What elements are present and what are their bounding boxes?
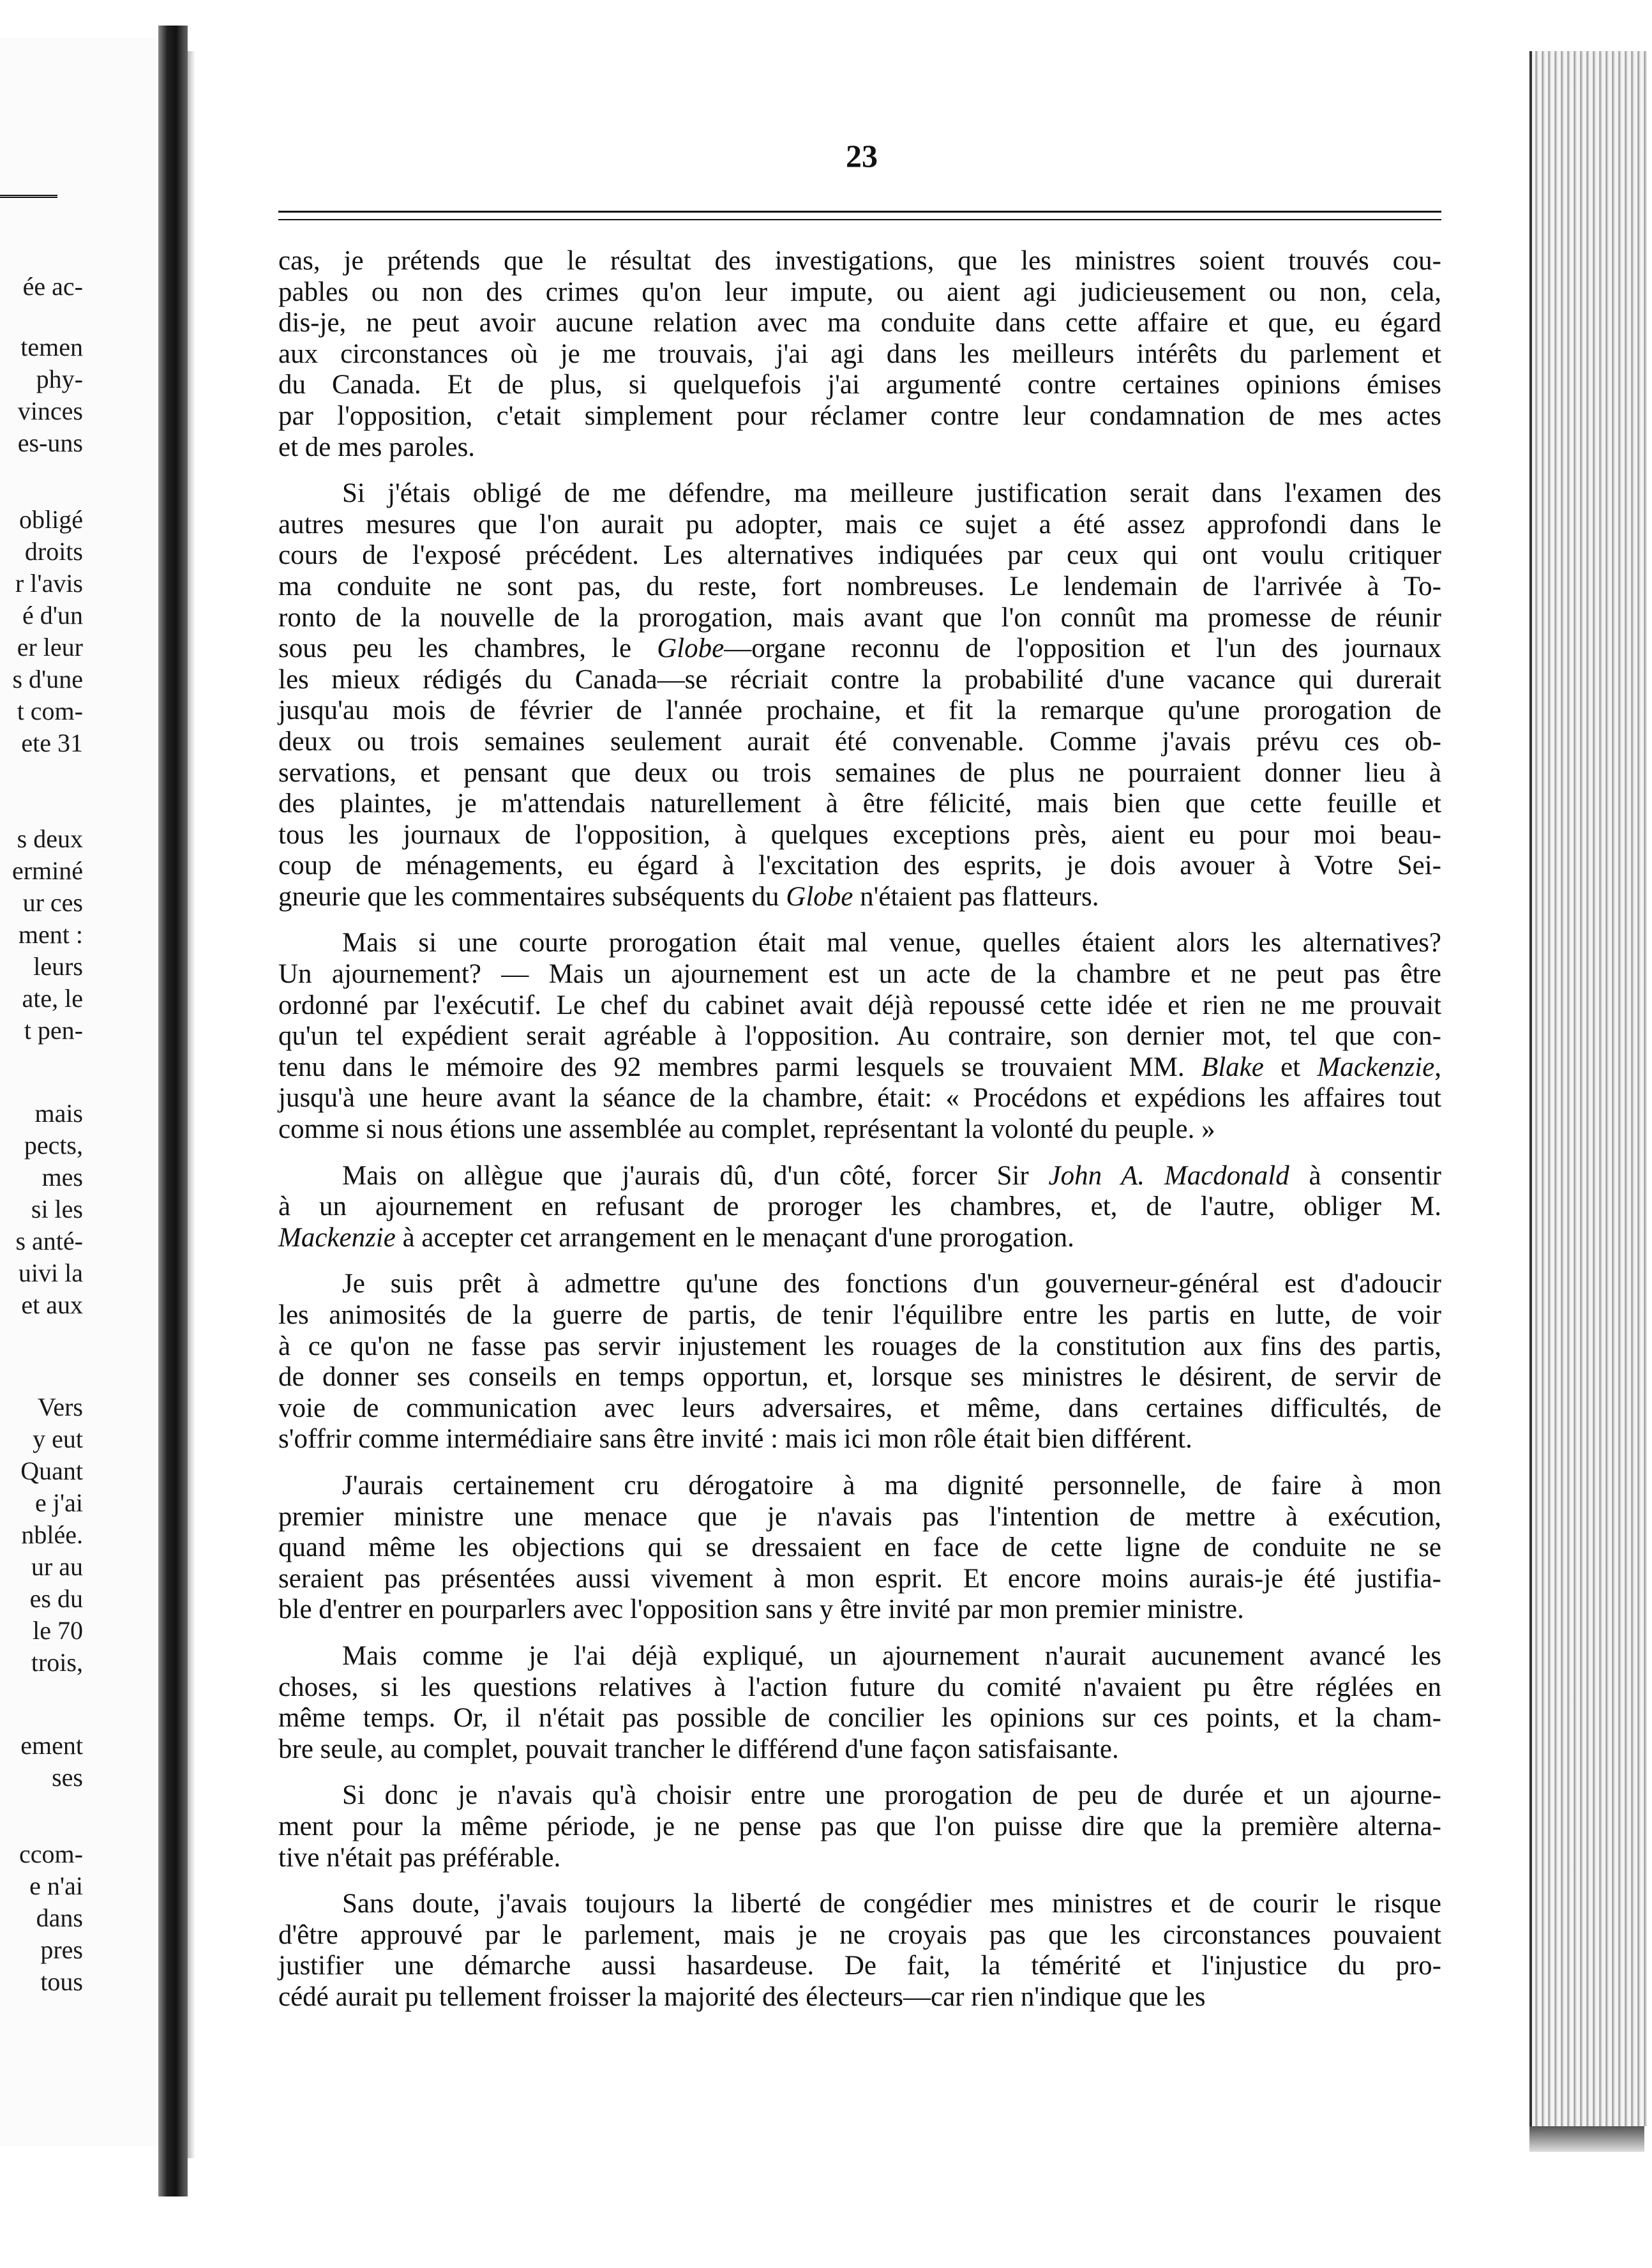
text-line: ma conduite ne sont pas, du reste, fort nombreuses. Le lendemain de l'arrivée à To- xyxy=(278,571,1441,601)
text-line: Je suis prêt à admettre qu'une des fonctions d'un gouverneur-général est d'adoucir xyxy=(342,1269,1441,1299)
text-line: les animosités de la guerre de partis, de tenir l'équilibre entre les partis en lutte, de voir xyxy=(278,1300,1441,1330)
facing-page-line: leurs xyxy=(33,952,83,981)
text-line: même temps. Or, il n'était pas possible de concilier les opinions sur ces points, et la cham- xyxy=(278,1703,1441,1734)
text-line: ronto de la nouvelle de la prorogation, mais avant que l'on connût ma promesse de réunir xyxy=(278,602,1441,633)
book-gutter xyxy=(158,26,188,2196)
text-line: Mackenzie à accepter cet arrangement en le menaçant d'une prorogation. xyxy=(278,1222,1074,1253)
text-line: et de mes paroles. xyxy=(278,432,476,462)
paragraph xyxy=(278,1780,1441,1873)
facing-page-line: ete 31 xyxy=(21,729,83,757)
text-line: gneurie que les commentaires subséquents du Globe n'étaient pas flatteurs. xyxy=(278,881,1099,912)
paragraph xyxy=(278,246,1441,463)
text-line: du Canada. Et de plus, si quelquefois j'ai argumenté contre certaines opinions émises xyxy=(278,370,1441,400)
text-line: jusqu'au mois de février de l'année prochaine, et fit la remarque qu'une prorogation de xyxy=(278,695,1441,726)
text-line: dis-je, ne peut avoir aucune relation avec ma conduite dans cette affaire et que, eu égard xyxy=(278,308,1441,338)
text-line: seraient pas présentées aussi vivement à mon esprit. Et encore moins aurais-je été justifia- xyxy=(278,1563,1441,1594)
paragraph xyxy=(278,1641,1441,1765)
paragraph xyxy=(278,1269,1441,1455)
facing-page-line: et aux xyxy=(21,1290,83,1319)
facing-page-line: es-uns xyxy=(17,428,83,457)
text-line: choses, si les questions relatives à l'action future du comité n'avaient pu être réglées en xyxy=(278,1672,1441,1702)
text-line: servations, et pensant que deux ou trois semaines de plus ne pourraient donner lieu à xyxy=(278,757,1441,788)
text-line: les mieux rédigés du Canada—se récriait contre la probabilité d'une vacance qui durerait xyxy=(278,664,1441,695)
text-line: pables ou non des crimes qu'on leur impute, ou aient agi judicieusement ou non, cela, xyxy=(278,276,1441,307)
facing-page-line: dans xyxy=(36,1903,83,1932)
facing-page-line: ur ces xyxy=(22,888,83,917)
header-rule xyxy=(278,211,1441,220)
text-line: coup de ménagements, eu égard à l'excitation des esprits, je dois avouer à Votre Sei- xyxy=(278,850,1441,881)
text-line: à ce qu'on ne fasse pas servir injustement les rouages de la constitution aux fins des partis, xyxy=(278,1331,1441,1361)
facing-page-line: Vers xyxy=(37,1393,83,1421)
text-line: jusqu'à une heure avant la séance de la chambre, était: « Procédons et expédions les affaires tout xyxy=(278,1083,1441,1114)
text-line: sous peu les chambres, le Globe—organe reconnu de l'opposition et l'un des journaux xyxy=(278,633,1441,664)
text-line: comme si nous étions une assemblée au complet, représentant la volonté du peuple. » xyxy=(278,1114,1215,1145)
body-text xyxy=(278,246,1441,2028)
facing-page-rule xyxy=(0,195,57,198)
text-line: des plaintes, je m'attendais naturellement à être félicité, mais bien que cette feuille et xyxy=(278,789,1441,819)
gutter-shadow xyxy=(188,51,195,2158)
paragraph xyxy=(278,1161,1441,1254)
facing-page-line: r l'avis xyxy=(15,569,83,598)
facing-page-line: droits xyxy=(24,537,83,566)
facing-page-line: é d'un xyxy=(22,601,83,630)
paragraph xyxy=(278,478,1441,912)
text-line: d'être approuvé par le parlement, mais je ne croyais pas que les circonstances pouvaient xyxy=(278,1919,1441,1950)
paragraph xyxy=(278,1470,1441,1626)
facing-page-line: e n'ai xyxy=(29,1871,83,1900)
text-line: Un ajournement? — Mais un ajournement est un acte de la chambre et ne peut pas être xyxy=(278,959,1441,990)
text-line: qu'un tel expédient serait agréable à l'opposition. Au contraire, son dernier mot, tel que con- xyxy=(278,1021,1441,1052)
facing-page-line: uivi la xyxy=(18,1259,83,1287)
text-line: autres mesures que l'on aurait pu adopter, mais ce sujet a été assez approfondi dans le xyxy=(278,509,1441,540)
facing-page-line: phy- xyxy=(36,365,83,393)
page-edges xyxy=(1529,51,1647,2126)
facing-page-line: s anté- xyxy=(15,1227,83,1255)
text-line: premier ministre une menace que je n'avais pas l'intention de mettre à exécution, xyxy=(278,1501,1441,1532)
facing-page-line: temen xyxy=(20,333,83,361)
text-line: tenu dans le mémoire des 92 membres parmi lesquels se trouvaient MM. Blake et Mackenzie, xyxy=(278,1052,1441,1082)
facing-page-line: erminé xyxy=(11,856,83,885)
text-line: ble d'entrer en pourparlers avec l'opposition sans y être invité par mon premier ministre. xyxy=(278,1594,1244,1625)
text-line: J'aurais certainement cru dérogatoire à ma dignité personnelle, de faire à mon xyxy=(342,1470,1441,1501)
paragraph xyxy=(278,1889,1441,2013)
facing-page-line: si les xyxy=(31,1195,83,1223)
facing-page-line: ment : xyxy=(18,920,83,949)
text-line: justifier une démarche aussi hasardeuse. De fait, la témérité et l'injustice du pro- xyxy=(278,1951,1441,1981)
facing-page-line: e j'ai xyxy=(35,1488,83,1517)
text-line: Si donc je n'avais qu'à choisir entre une prorogation de peu de durée et un ajourne- xyxy=(342,1780,1441,1811)
page-edges-shadow xyxy=(1529,2126,1644,2152)
paragraph xyxy=(278,928,1441,1145)
text-line: Si j'étais obligé de me défendre, ma meilleure justification serait dans l'examen des xyxy=(342,478,1441,509)
facing-page-line: obligé xyxy=(19,505,83,534)
text-line: de donner ses conseils en temps opportun, et, lorsque ses ministres le désirent, de servir de xyxy=(278,1362,1441,1393)
text-line: par l'opposition, c'etait simplement pour réclamer contre leur condamnation de mes actes xyxy=(278,400,1441,431)
facing-page-line: ement xyxy=(20,1731,83,1760)
text-line: Mais on allègue que j'aurais dû, d'un côté, forcer Sir John A. Macdonald à consentir xyxy=(342,1160,1441,1191)
text-line: bre seule, au complet, pouvait trancher le différend d'une façon satisfaisante. xyxy=(278,1734,1119,1764)
text-line: voie de communication avec leurs adversaires, et même, dans certaines difficultés, de xyxy=(278,1393,1441,1423)
facing-page-line: mes xyxy=(41,1163,83,1191)
facing-page-line: vinces xyxy=(17,397,83,425)
facing-page-line: y eut xyxy=(33,1425,83,1453)
page-number: 23 xyxy=(846,138,878,174)
text-line: ordonné par l'exécutif. Le chef du cabinet avait déjà repoussé cette idée et rien ne me prouvait xyxy=(278,990,1441,1020)
facing-page-line: trois, xyxy=(31,1648,83,1677)
text-line: tive n'était pas préférable. xyxy=(278,1842,561,1873)
facing-page-line: nblée. xyxy=(21,1520,83,1549)
text-line: cédé aurait pu tellement froisser la majorité des électeurs—car rien n'indique que les xyxy=(278,1981,1206,2012)
text-line: Mais comme je l'ai déjà expliqué, un ajournement n'aurait aucunement avancé les xyxy=(342,1640,1441,1671)
facing-page-line: t com- xyxy=(17,697,83,725)
text-line: cours de l'exposé précédent. Les alternatives indiquées par ceux qui ont voulu critiquer xyxy=(278,540,1441,571)
facing-page-line: t pen- xyxy=(24,1016,83,1045)
facing-page-line: s d'une xyxy=(12,665,83,693)
text-line: à un ajournement en refusant de proroger les chambres, et, de l'autre, obliger M. xyxy=(278,1191,1441,1222)
facing-page-line: pres xyxy=(40,1935,83,1964)
facing-page-line: er leur xyxy=(17,633,83,662)
facing-page-line: es du xyxy=(29,1584,83,1613)
text-line: tous les journaux de l'opposition, à quelques exceptions près, aient eu pour moi beau- xyxy=(278,819,1441,850)
facing-page-line: tous xyxy=(40,1967,83,1996)
text-line: deux ou trois semaines seulement aurait été convenable. Comme j'avais prévu ces ob- xyxy=(278,726,1441,757)
facing-page-line: ccom- xyxy=(19,1840,83,1868)
facing-page-line: s deux xyxy=(17,824,83,853)
text-line: Sans doute, j'avais toujours la liberté de congédier mes ministres et de courir le risque xyxy=(342,1889,1441,1919)
facing-page-line: mais xyxy=(34,1099,83,1128)
facing-page-line: pects, xyxy=(24,1131,83,1160)
facing-page-line: ses xyxy=(52,1763,83,1792)
facing-page-line: ate, le xyxy=(22,984,83,1013)
facing-page-line: le 70 xyxy=(33,1616,83,1645)
text-line: aux circonstances où je me trouvais, j'ai agi dans les meilleurs intérêts du parlement et xyxy=(278,338,1441,369)
facing-page-line: ée ac- xyxy=(22,272,83,301)
text-line: ment pour la même période, je ne pense pas que l'on puisse dire que la première alterna- xyxy=(278,1811,1441,1841)
text-line: s'offrir comme intermédiaire sans être invité : mais ici mon rôle était bien différent. xyxy=(278,1424,1192,1455)
text-line: cas, je prétends que le résultat des investigations, que les ministres soient trouvés cou- xyxy=(278,246,1441,276)
facing-page-line: Quant xyxy=(20,1456,83,1485)
text-line: Mais si une courte prorogation était mal venue, quelles étaient alors les alternatives? xyxy=(342,928,1441,958)
facing-page-line: ur au xyxy=(31,1552,83,1581)
text-line: quand même les objections qui se dressaient en face de cette ligne de conduite ne se xyxy=(278,1532,1441,1563)
